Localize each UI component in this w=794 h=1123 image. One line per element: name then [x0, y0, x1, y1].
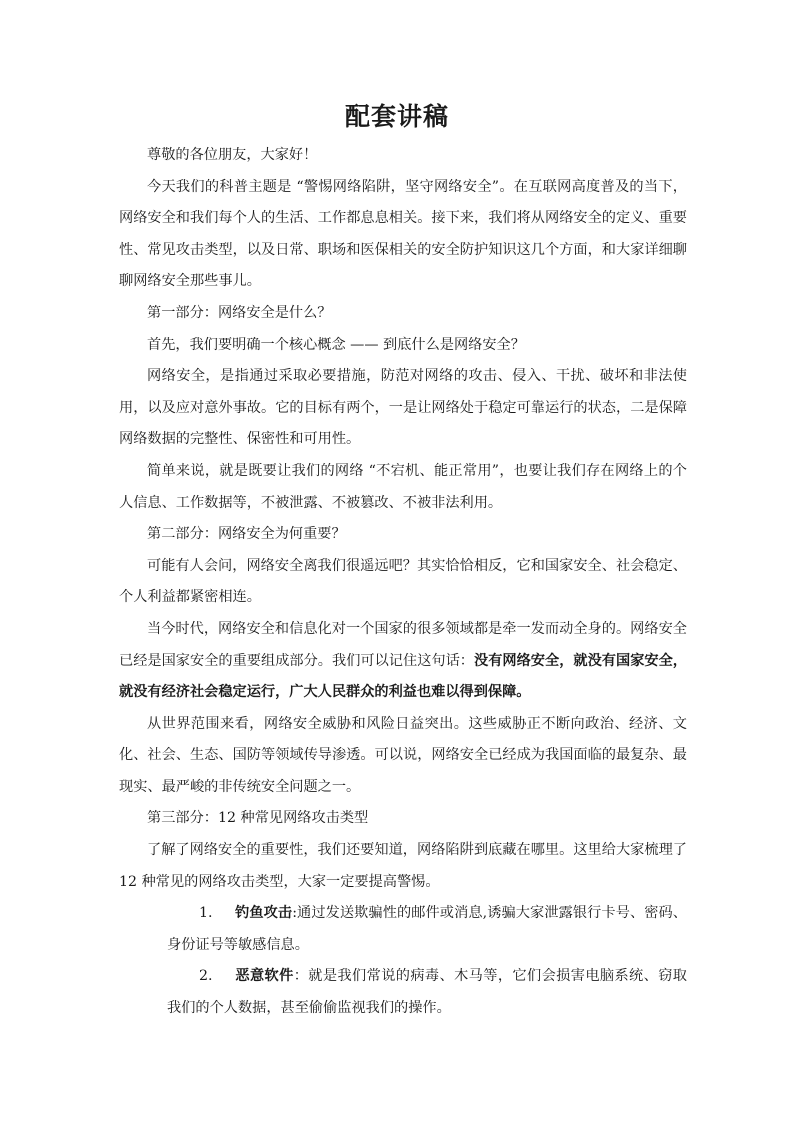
intro-paragraph: 今天我们的科普主题是 “警惕网络陷阱，坚守网络安全”。在互联网高度普及的当下，网络安全和我们每个人的生活、工作都息息相关。接下来，我们将从网络安全的定义、重要性、常见攻击类型，以及日常、职场和医保相关的安全防护知识这几个方面，和大家详细聊聊网络安全那些事儿。	[119, 178, 687, 290]
greeting-paragraph: 尊敬的各位朋友，大家好！	[147, 147, 318, 163]
attack-term: 恶意软件	[235, 968, 294, 985]
part2-paragraph-2-text: 当今时代，网络安全和信息化对一个国家的很多领域都是牵一发而动全身的。网络安全已经是国家安全的重要组成部分。我们可以记住这句话：	[119, 620, 687, 669]
attack-description: :通过发送欺骗性的邮件或消息,诱骗大家泄露银行卡号、密码、身份证号等敏感信息。	[167, 905, 687, 953]
list-number: 1.	[199, 905, 213, 922]
part1-paragraph-1: 首先，我们要明确一个核心概念 —— 到底什么是网络安全？	[147, 336, 525, 353]
document-title: 配套讲稿	[344, 102, 449, 131]
part2-paragraph-3: 从世界范围来看，网络安全威胁和风险日益突出。这些威胁正不断向政治、经济、文化、社会、生态、国防等领域传导渗透。可以说，网络安全已经成为我国面临的最复杂、最现实、最严峻的非传统安全问题之一。	[119, 715, 687, 795]
part3-heading: 第三部分：12 种常见网络攻击类型	[147, 810, 369, 827]
attack-type-item	[119, 961, 687, 1024]
part3-intro-paragraph: 了解了网络安全的重要性，我们还要知道，网络陷阱到底藏在哪里。这里给大家梳理了 12 种常见的网络攻击类型，大家一定要提高警惕。	[119, 842, 687, 890]
part2-paragraph-1: 可能有人会问，网络安全离我们很遥远吧？其实恰恰相反，它和国家安全、社会稳定、个人利益都紧密相连。	[119, 557, 687, 606]
part1-paragraph-3: 简单来说，就是既要让我们的网络 “不宕机、能正常用”，也要让我们存在网络上的个人信息、工作数据等，不被泄露、不被篡改、不被非法利用。	[119, 462, 687, 511]
document-body	[119, 140, 687, 1025]
part2-heading: 第二部分：网络安全为何重要？	[147, 526, 346, 543]
part1-paragraph-2: 网络安全，是指通过采取必要措施，防范对网络的攻击、侵入、干扰、破坏和非法使用，以及应对意外事故。它的目标有两个，一是让网络处于稳定可靠运行的状态，二是保障网络数据的完整性、保密性和可用性。	[119, 368, 687, 448]
attack-term: 钓鱼攻击	[235, 905, 293, 922]
list-number: 2.	[199, 968, 213, 985]
part1-heading: 第一部分：网络安全是什么？	[147, 304, 332, 321]
attack-description: ：就是我们常说的病毒、木马等，它们会损害电脑系统、窃取我们的个人数据，甚至偷偷监视我们的操作。	[167, 968, 687, 1017]
attack-type-item	[119, 898, 687, 961]
part2-paragraph-2	[119, 614, 687, 709]
key-quote: 没有网络安全，就没有国家安全，就没有经济社会稳定运行，广大人民群众的利益也难以得到保障。	[119, 652, 687, 701]
